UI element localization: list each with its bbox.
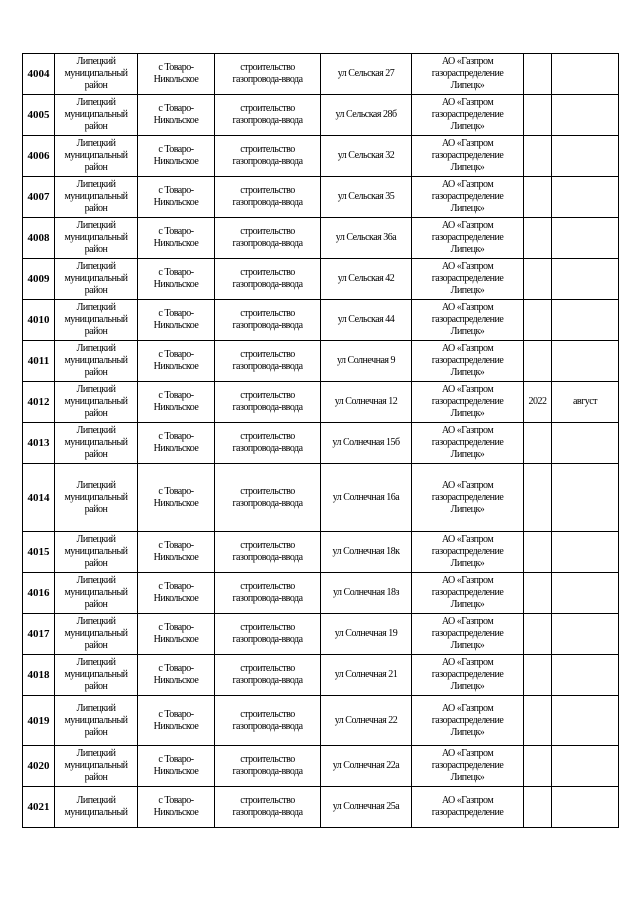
gas-company-cell <box>412 573 524 614</box>
work-type: строительство газопровода-ввода <box>232 581 303 604</box>
village-name: с Товаро- Никольское <box>153 62 199 85</box>
gas-company-cell <box>412 136 524 177</box>
street-address: ул Сельская 35 <box>337 191 395 202</box>
village-name-cell <box>138 54 215 95</box>
street-address-cell <box>321 54 412 95</box>
year-cell <box>524 696 552 746</box>
month-cell <box>552 423 619 464</box>
street-address-cell <box>321 655 412 696</box>
month-cell <box>552 54 619 95</box>
row-number: 4019 <box>27 714 50 727</box>
year-cell <box>524 746 552 787</box>
district-name: Липецкий муниципальный район <box>64 179 128 214</box>
street-address-cell <box>321 300 412 341</box>
row-number-cell <box>23 382 55 423</box>
row-number: 4012 <box>27 396 50 408</box>
row-number-cell <box>23 614 55 655</box>
street-address: ул Солнечная 25а <box>332 801 400 812</box>
village-name-cell <box>138 95 215 136</box>
month-cell <box>552 259 619 300</box>
street-address-cell <box>321 177 412 218</box>
district-name-cell <box>55 655 138 696</box>
gas-company-cell <box>412 746 524 787</box>
row-number: 4021 <box>27 801 50 813</box>
gas-company: АО «Газпром газораспределение Липецк» <box>431 343 504 378</box>
row-number: 4017 <box>27 628 50 640</box>
village-name: с Товаро- Никольское <box>153 103 199 126</box>
village-name-cell <box>138 746 215 787</box>
village-name: с Товаро- Никольское <box>153 390 199 413</box>
row-number-cell <box>23 655 55 696</box>
work-type: строительство газопровода-ввода <box>232 754 303 777</box>
year-cell <box>524 54 552 95</box>
table-row <box>23 614 619 655</box>
year-cell <box>524 382 552 423</box>
work-type-cell <box>215 746 321 787</box>
village-name-cell <box>138 300 215 341</box>
gas-pipeline-table <box>22 53 619 828</box>
table-row <box>23 746 619 787</box>
street-address-cell <box>321 423 412 464</box>
street-address-cell <box>321 614 412 655</box>
work-type: строительство газопровода-ввода <box>232 185 303 208</box>
year-cell <box>524 655 552 696</box>
row-number: 4013 <box>27 437 50 449</box>
village-name-cell <box>138 218 215 259</box>
month-cell <box>552 341 619 382</box>
village-name-cell <box>138 696 215 746</box>
work-type: строительство газопровода-ввода <box>232 390 303 413</box>
table-row <box>23 136 619 177</box>
gas-company-cell <box>412 464 524 532</box>
street-address: ул Солнечная 16а <box>332 491 400 503</box>
table-row <box>23 259 619 300</box>
work-type-cell <box>215 218 321 259</box>
district-name: Липецкий муниципальный район <box>64 748 128 783</box>
month-cell <box>552 696 619 746</box>
gas-company-cell <box>412 382 524 423</box>
gas-company-cell <box>412 218 524 259</box>
row-number: 4018 <box>27 669 50 681</box>
district-name: Липецкий муниципальный район <box>64 575 128 610</box>
year-cell <box>524 95 552 136</box>
table-row <box>23 787 619 828</box>
street-address: ул Сельская 32 <box>337 150 395 161</box>
row-number: 4014 <box>27 491 50 504</box>
street-address: ул Сельская 44 <box>337 314 395 325</box>
work-type-cell <box>215 464 321 532</box>
gas-company: АО «Газпром газораспределение Липецк» <box>431 384 504 419</box>
village-name: с Товаро- Никольское <box>153 663 199 686</box>
gas-company-cell <box>412 300 524 341</box>
gas-company: АО «Газпром газораспределение Липецк» <box>431 657 504 692</box>
table-row <box>23 95 619 136</box>
street-address: ул Солнечная 22 <box>334 714 398 726</box>
row-number: 4020 <box>27 760 50 772</box>
village-name-cell <box>138 259 215 300</box>
row-number: 4004 <box>27 68 50 80</box>
village-name-cell <box>138 136 215 177</box>
village-name: с Товаро- Никольское <box>153 308 199 331</box>
district-name: Липецкий муниципальный район <box>64 479 128 515</box>
month-cell <box>552 655 619 696</box>
village-name: с Товаро- Никольское <box>153 708 199 732</box>
village-name: с Товаро- Никольское <box>153 581 199 604</box>
month-cell <box>552 218 619 259</box>
work-type: строительство газопровода-ввода <box>232 62 303 85</box>
work-type: строительство газопровода-ввода <box>232 144 303 167</box>
work-type-cell <box>215 655 321 696</box>
district-name-cell <box>55 696 138 746</box>
row-number: 4008 <box>27 232 50 244</box>
row-number-cell <box>23 423 55 464</box>
table-row <box>23 177 619 218</box>
row-number-cell <box>23 696 55 746</box>
gas-company-cell <box>412 787 524 828</box>
work-type-cell <box>215 300 321 341</box>
gas-company: АО «Газпром газораспределение Липецк» <box>431 179 504 214</box>
street-address-cell <box>321 532 412 573</box>
table-row <box>23 696 619 746</box>
row-number-cell <box>23 300 55 341</box>
village-name: с Товаро- Никольское <box>153 267 199 290</box>
street-address-cell <box>321 341 412 382</box>
district-name: Липецкий муниципальный район <box>64 302 128 337</box>
year-cell <box>524 136 552 177</box>
district-name-cell <box>55 300 138 341</box>
row-number-cell <box>23 54 55 95</box>
street-address-cell <box>321 464 412 532</box>
district-name-cell <box>55 95 138 136</box>
street-address: ул Солнечная 21 <box>334 669 398 680</box>
row-number-cell <box>23 136 55 177</box>
gas-company-cell <box>412 259 524 300</box>
street-address-cell <box>321 382 412 423</box>
district-name-cell <box>55 177 138 218</box>
gas-company: АО «Газпром газораспределение Липецк» <box>431 56 504 91</box>
gas-company: АО «Газпром газораспределение Липецк» <box>431 702 504 738</box>
district-name-cell <box>55 423 138 464</box>
village-name: с Товаро- Никольское <box>153 349 199 372</box>
work-type-cell <box>215 54 321 95</box>
street-address-cell <box>321 218 412 259</box>
district-name: Липецкий муниципальный район <box>64 702 128 738</box>
district-name: Липецкий муниципальный район <box>64 138 128 173</box>
work-type: строительство газопровода-ввода <box>232 103 303 126</box>
table-row <box>23 573 619 614</box>
work-type: строительство газопровода-ввода <box>232 708 303 732</box>
gas-company-cell <box>412 95 524 136</box>
year-cell <box>524 341 552 382</box>
district-name-cell <box>55 573 138 614</box>
gas-company: АО «Газпром газораспределение Липецк» <box>431 616 504 651</box>
row-number-cell <box>23 787 55 828</box>
row-number: 4016 <box>27 587 50 599</box>
gas-company: АО «Газпром газораспределение Липецк» <box>431 425 504 460</box>
street-address: ул Сельская 27 <box>337 68 395 79</box>
month-cell <box>552 573 619 614</box>
street-address-cell <box>321 746 412 787</box>
village-name: с Товаро- Никольское <box>153 431 199 454</box>
table-row <box>23 218 619 259</box>
row-number-cell <box>23 464 55 532</box>
year-cell <box>524 614 552 655</box>
table-row <box>23 382 619 423</box>
village-name-cell <box>138 464 215 532</box>
row-number-cell <box>23 177 55 218</box>
district-name: Липецкий муниципальный район <box>64 425 128 460</box>
month-cell <box>552 614 619 655</box>
work-type: строительство газопровода-ввода <box>232 663 303 686</box>
street-address-cell <box>321 95 412 136</box>
year-cell <box>524 300 552 341</box>
gas-company-cell <box>412 696 524 746</box>
year-cell <box>524 532 552 573</box>
row-number-cell <box>23 573 55 614</box>
village-name-cell <box>138 382 215 423</box>
row-number: 4015 <box>27 546 50 558</box>
month-cell <box>552 532 619 573</box>
street-address: ул Солнечная 12 <box>334 396 398 407</box>
work-type: строительство газопровода-ввода <box>232 485 303 509</box>
year: 2022 <box>528 396 547 407</box>
gas-company-cell <box>412 177 524 218</box>
district-name: Липецкий муниципальный район <box>64 534 128 569</box>
row-number: 4007 <box>27 191 50 203</box>
year-cell <box>524 573 552 614</box>
district-name-cell <box>55 464 138 532</box>
year-cell <box>524 464 552 532</box>
table-row <box>23 300 619 341</box>
district-name: Липецкий муниципальный район <box>64 343 128 378</box>
village-name: с Товаро- Никольское <box>153 485 199 509</box>
year-cell <box>524 259 552 300</box>
work-type-cell <box>215 259 321 300</box>
work-type: строительство газопровода-ввода <box>232 267 303 290</box>
year-cell <box>524 423 552 464</box>
year-cell <box>524 787 552 828</box>
gas-company: АО «Газпром газораспределение Липецк» <box>431 748 504 783</box>
village-name-cell <box>138 655 215 696</box>
village-name-cell <box>138 573 215 614</box>
village-name: с Товаро- Никольское <box>153 622 199 645</box>
gas-company: АО «Газпром газораспределение Липецк» <box>431 479 504 515</box>
row-number-cell <box>23 341 55 382</box>
street-address: ул Солнечная 15б <box>332 437 400 448</box>
street-address: ул Сельская 36а <box>335 232 397 243</box>
work-type: строительство газопровода-ввода <box>232 431 303 454</box>
street-address: ул Солнечная 22а <box>332 760 400 771</box>
gas-company-cell <box>412 532 524 573</box>
village-name-cell <box>138 614 215 655</box>
work-type-cell <box>215 573 321 614</box>
table-row <box>23 655 619 696</box>
village-name-cell <box>138 532 215 573</box>
table-row <box>23 341 619 382</box>
district-name: Липецкий муниципальный район <box>64 616 128 651</box>
work-type: строительство газопровода-ввода <box>232 795 303 818</box>
gas-company: АО «Газпром газораспределение Липецк» <box>431 575 504 610</box>
district-name-cell <box>55 136 138 177</box>
district-name-cell <box>55 746 138 787</box>
row-number: 4005 <box>27 109 50 121</box>
district-name: Липецкий муниципальный район <box>64 56 128 91</box>
work-type: строительство газопровода-ввода <box>232 226 303 249</box>
street-address: ул Солнечная 18к <box>332 546 400 557</box>
gas-company-cell <box>412 423 524 464</box>
row-number-cell <box>23 259 55 300</box>
gas-company-cell <box>412 54 524 95</box>
work-type: строительство газопровода-ввода <box>232 349 303 372</box>
month-cell <box>552 382 619 423</box>
gas-company-cell <box>412 341 524 382</box>
row-number-cell <box>23 746 55 787</box>
month-cell <box>552 136 619 177</box>
village-name-cell <box>138 341 215 382</box>
row-number-cell <box>23 95 55 136</box>
street-address: ул Сельская 28б <box>335 109 397 120</box>
district-name-cell <box>55 787 138 828</box>
gas-company: АО «Газпром газораспределение Липецк» <box>431 261 504 296</box>
work-type-cell <box>215 532 321 573</box>
row-number: 4006 <box>27 150 50 162</box>
district-name: Липецкий муниципальный район <box>64 97 128 132</box>
gas-company: АО «Газпром газораспределение Липецк» <box>431 302 504 337</box>
gas-company: АО «Газпром газораспределение Липецк» <box>431 138 504 173</box>
district-name-cell <box>55 532 138 573</box>
gas-company: АО «Газпром газораспределение Липецк» <box>431 97 504 132</box>
street-address-cell <box>321 136 412 177</box>
street-address-cell <box>321 573 412 614</box>
street-address: ул Сельская 42 <box>337 273 395 284</box>
village-name: с Товаро- Никольское <box>153 795 199 818</box>
village-name: с Товаро- Никольское <box>153 185 199 208</box>
row-number: 4010 <box>27 314 50 326</box>
gas-company: АО «Газпром газораспределение Липецк» <box>431 220 504 255</box>
district-name: Липецкий муниципальный <box>64 795 128 818</box>
work-type: строительство газопровода-ввода <box>232 622 303 645</box>
row-number: 4011 <box>27 355 50 367</box>
row-number-cell <box>23 532 55 573</box>
year-cell <box>524 177 552 218</box>
table-row <box>23 464 619 532</box>
work-type-cell <box>215 95 321 136</box>
district-name: Липецкий муниципальный район <box>64 384 128 419</box>
work-type-cell <box>215 423 321 464</box>
gas-company-cell <box>412 655 524 696</box>
district-name: Липецкий муниципальный район <box>64 657 128 692</box>
village-name: с Товаро- Никольское <box>153 754 199 777</box>
row-number-cell <box>23 218 55 259</box>
village-name: с Товаро- Никольское <box>153 540 199 563</box>
table-row <box>23 423 619 464</box>
district-name-cell <box>55 259 138 300</box>
street-address-cell <box>321 259 412 300</box>
street-address-cell <box>321 696 412 746</box>
month-cell <box>552 95 619 136</box>
work-type: строительство газопровода-ввода <box>232 308 303 331</box>
district-name: Липецкий муниципальный район <box>64 220 128 255</box>
district-name-cell <box>55 614 138 655</box>
gas-company-cell <box>412 614 524 655</box>
work-type-cell <box>215 787 321 828</box>
street-address: ул Солнечная 18з <box>333 587 399 598</box>
district-name-cell <box>55 218 138 259</box>
street-address: ул Солнечная 9 <box>336 355 396 366</box>
village-name: с Товаро- Никольское <box>153 144 199 167</box>
month-cell <box>552 300 619 341</box>
street-address-cell <box>321 787 412 828</box>
table-row <box>23 54 619 95</box>
work-type-cell <box>215 136 321 177</box>
village-name-cell <box>138 423 215 464</box>
work-type-cell <box>215 382 321 423</box>
district-name-cell <box>55 382 138 423</box>
month-cell <box>552 464 619 532</box>
district-name: Липецкий муниципальный район <box>64 261 128 296</box>
month-cell <box>552 177 619 218</box>
village-name-cell <box>138 787 215 828</box>
street-address: ул Солнечная 19 <box>334 628 398 639</box>
work-type-cell <box>215 341 321 382</box>
work-type-cell <box>215 177 321 218</box>
gas-company: АО «Газпром газораспределение Липецк» <box>431 534 504 569</box>
village-name: с Товаро- Никольское <box>153 226 199 249</box>
table-row <box>23 532 619 573</box>
gas-company: АО «Газпром газораспределение <box>431 795 504 818</box>
row-number: 4009 <box>27 273 50 285</box>
month-cell <box>552 746 619 787</box>
month: август <box>572 396 598 407</box>
year-cell <box>524 218 552 259</box>
village-name-cell <box>138 177 215 218</box>
district-name-cell <box>55 341 138 382</box>
work-type: строительство газопровода-ввода <box>232 540 303 563</box>
district-name-cell <box>55 54 138 95</box>
work-type-cell <box>215 614 321 655</box>
month-cell <box>552 787 619 828</box>
work-type-cell <box>215 696 321 746</box>
